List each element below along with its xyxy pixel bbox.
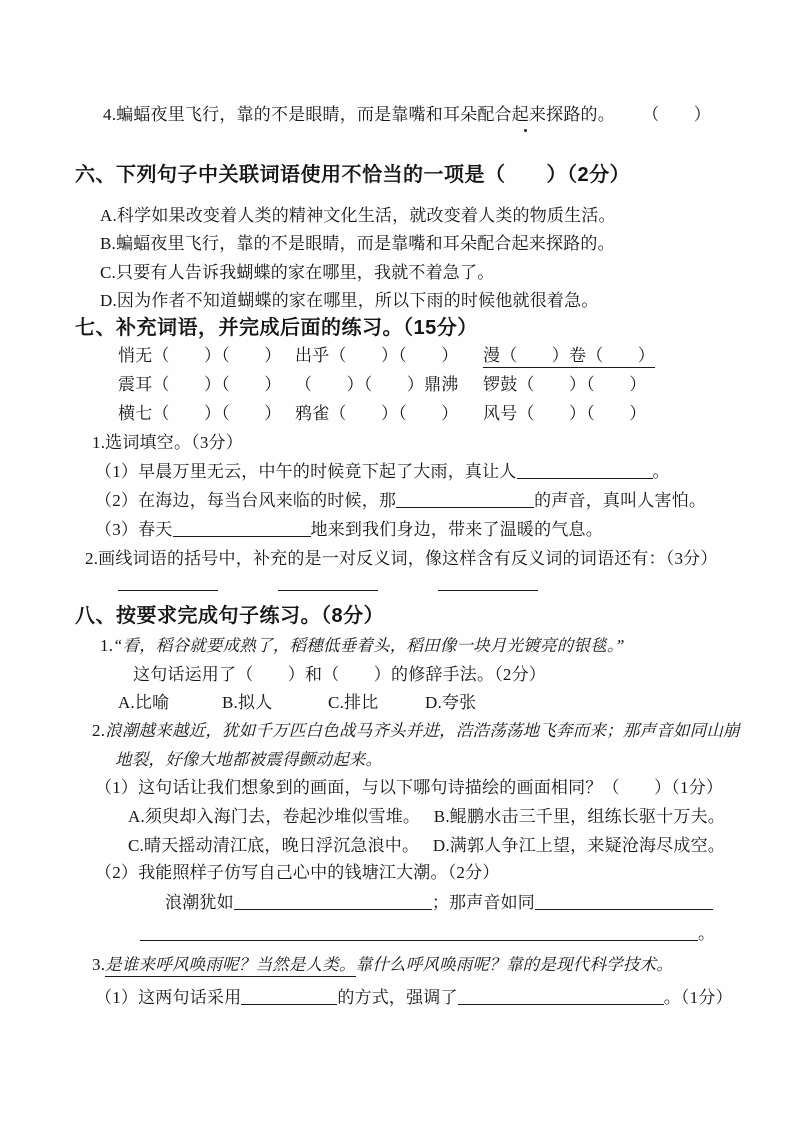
mimic-blank-3 [140, 925, 698, 941]
word-cell-manjuan-underlined [483, 344, 655, 368]
word-cell-fenghao: 风号（ ）（ ） [483, 404, 647, 423]
judgement-item-4-text: 4.蝙蝠夜里飞行，靠的不是眼睛，而是靠嘴和耳朵配合起来探路的。 [103, 105, 615, 124]
fill-item-1-post: 。 [652, 462, 670, 481]
mimic-writing-line [165, 891, 713, 915]
section8-item3-underlined-part: 是谁来呼风唤雨呢？当然是人类。 [105, 955, 356, 977]
poem-option-d: D.满郭人争江上望，来疑沧海尽成空。 [432, 836, 725, 855]
section6-option-a: A.科学如果改变着人类的精神文化生活，就改变着人类的物质生活。 [100, 206, 616, 225]
section8-item1-number: 1. [100, 636, 114, 655]
word-cell-zhener: 震耳（ ）（ ） [118, 375, 282, 394]
antonym-answer-blank-1 [118, 576, 218, 591]
section8-item3-q1 [95, 986, 733, 1010]
poem-option-c: C.晴天摇动清江底，晚日浮沉急浪中。 [128, 836, 420, 855]
word-cell-luogu: 锣鼓（ ）（ ） [483, 375, 647, 394]
antonym-answer-blank-2 [278, 576, 378, 591]
section8-heading: 八、按要求完成句子练习。（8分） [75, 605, 385, 627]
section6-option-c: C.只要有人告诉我蝴蝶的家在哪里，我就不着急了。 [100, 263, 495, 282]
rhetoric-options-row [118, 691, 476, 715]
mimic-writing-line-2 [140, 922, 715, 946]
fill-item-3-pre: （3）春天 [95, 520, 173, 539]
judgement-item-4 [103, 103, 711, 127]
word-cell-qiaowu: 悄无（ ）（ ） [118, 346, 282, 365]
mimic-blank-1 [234, 894, 432, 910]
item3-q1-blank-2 [458, 989, 664, 1005]
section8-item1-question: 这句话运用了（ ）和（ ）的修辞手法。（2分） [133, 665, 546, 684]
section8-item2-sentence-part1: 浪潮越来越近，犹如千万匹白色战马齐头并进，浩浩荡荡地飞奔而来；那声音如同山崩 [105, 721, 740, 740]
section6-heading: 六、下列句子中关联词语使用不恰当的一项是（ ）（2分） [75, 164, 631, 186]
fill-item-2 [95, 489, 706, 513]
judgement-item-4-brackets: （ ） [642, 105, 711, 124]
word-cell-yaque: 鸦雀（ ）（ ） [295, 404, 459, 423]
word-cell-chuhu: 出乎（ ）（ ） [295, 346, 459, 365]
item3-q1-post: 。（1分） [663, 988, 733, 1007]
fill-item-2-blank [396, 492, 534, 508]
section8-item2-q2: （2）我能照样子仿写自己心中的钱塘江大潮。（2分） [95, 863, 500, 882]
poem-option-a: A.须臾却入海门去，卷起沙堆似雪堆。 [128, 807, 421, 826]
fill-item-1-blank [517, 463, 653, 479]
emphasis-dot [524, 129, 527, 132]
section7-sub2: 2.画线词语的括号中，补充的是一对反义词，像这样含有反义词的词语还有：（3分） [85, 549, 718, 568]
section8-item2-line1 [92, 719, 740, 743]
fill-item-3 [95, 518, 603, 542]
mimic-blank-2 [535, 894, 713, 910]
item3-q1-blank-1 [241, 989, 337, 1005]
section7-heading: 七、补充词语，并完成后面的练习。（15分） [75, 317, 478, 339]
fill-item-1 [95, 460, 670, 484]
section6-option-d: D.因为作者不知道蝴蝶的家在哪里，所以下雨的时候他就很着急。 [100, 291, 599, 310]
fill-item-3-post: 地来到我们身边，带来了温暖的气息。 [310, 520, 603, 539]
mimic-pre: 浪潮犹如 [165, 893, 234, 912]
section8-item1-quote-line [100, 634, 625, 658]
section6-option-b: B.蝙蝠夜里飞行，靠的不是眼睛，而是靠嘴和耳朵配合起来探路的。 [100, 234, 615, 253]
mimic-mid: ；那声音如同 [431, 893, 536, 912]
section8-item2-sentence-part2: 地裂，好像大地都被震得颤动起来。 [115, 750, 383, 769]
section8-item1-quote: “看，稻谷就要成熟了，稻穗低垂着头，稻田像一块月光镀亮的银毯。” [113, 636, 625, 655]
item3-q1-mid: 的方式，强调了 [337, 988, 458, 1007]
antonym-answer-blank-3 [438, 576, 538, 591]
rhetoric-option-d: D.夸张 [425, 693, 477, 712]
word-cell-hengqi: 横七（ ）（ ） [118, 404, 282, 423]
section8-item3-sentence [92, 953, 673, 977]
mimic-end-punct: 。 [698, 924, 716, 943]
section8-item2-q1: （1）这句话让我们想象到的画面，与以下哪句诗描绘的画面相同？（ ）（1分） [95, 778, 724, 797]
poem-option-b: B.鲲鹏水击三千里，组练长驱十万夫。 [433, 807, 725, 826]
poem-options-row-2 [128, 834, 725, 858]
section8-item3-number: 3. [92, 955, 106, 974]
fill-item-2-post: 的声音，真叫人害怕。 [534, 491, 707, 510]
fill-item-2-pre: （2）在海边，每当台风来临的时候，那 [95, 491, 397, 510]
rhetoric-option-a: A.比喻 [118, 693, 170, 712]
word-cell-manjuan-text: 漫（ ）卷（ ） [483, 346, 655, 368]
word-cell-dingfei: （ ）（ ）鼎沸 [295, 375, 459, 394]
rhetoric-option-b: B.拟人 [222, 693, 273, 712]
fill-item-1-pre: （1）早晨万里无云，中午的时候竟下起了大雨，真让人 [95, 462, 517, 481]
section7-sub1: 1.选词填空。（3分） [92, 433, 243, 452]
poem-options-row-1 [128, 805, 725, 829]
item3-q1-pre: （1）这两句话采用 [95, 988, 242, 1007]
section8-item2-number: 2. [92, 721, 106, 740]
section8-item3-rest: 靠什么呼风唤雨呢？靠的是现代科学技术。 [355, 955, 673, 974]
rhetoric-option-c: C.排比 [328, 693, 379, 712]
fill-item-3-blank [173, 521, 311, 537]
